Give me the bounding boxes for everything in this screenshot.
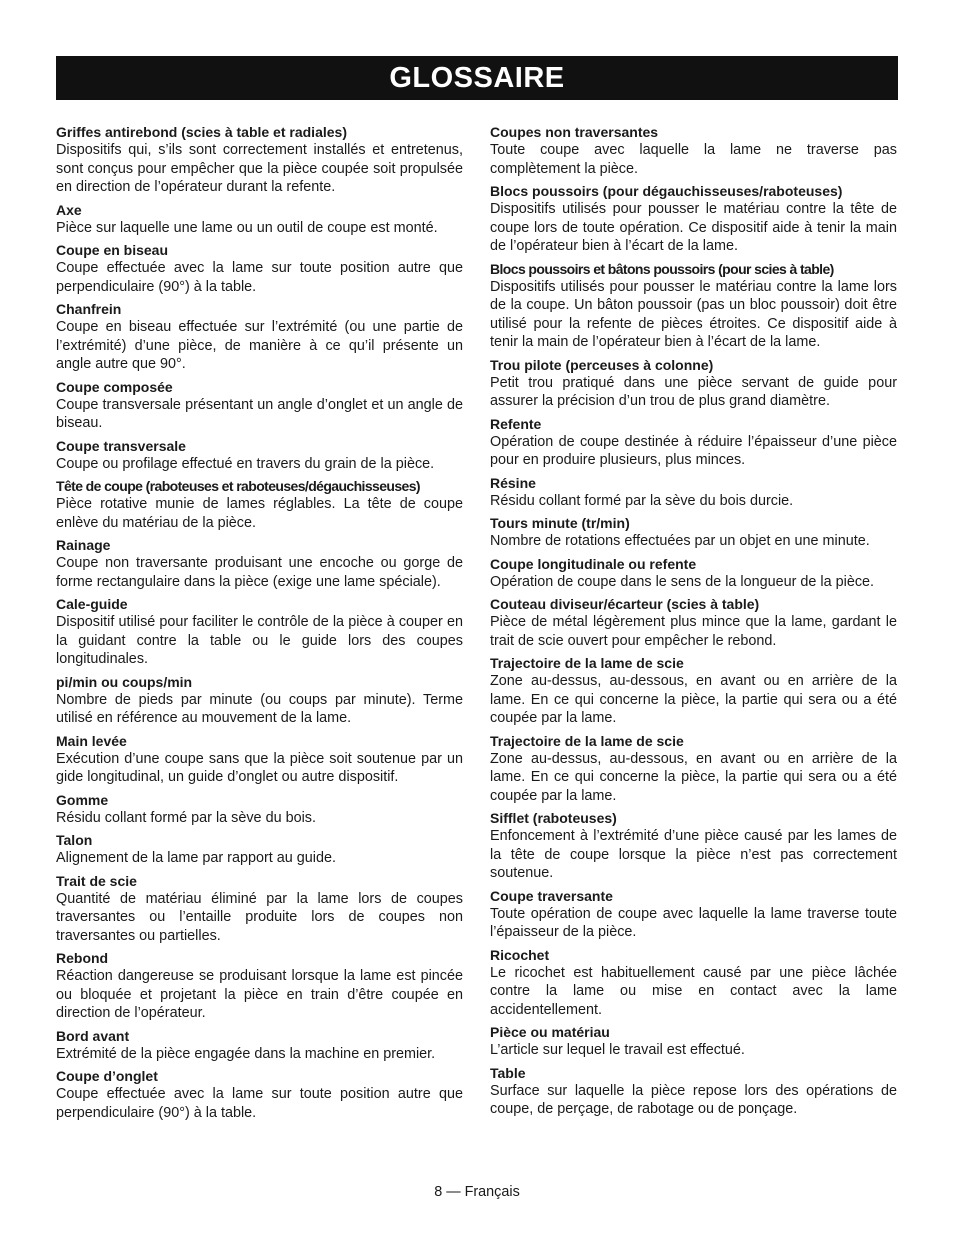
glossary-term: Coupe traversante — [490, 887, 613, 904]
glossary-definition: Exécution d’une coupe sans que la pièce soit soutenue par un gide longitudinal, un guide d’onglet ou autre dispositif. — [56, 750, 463, 785]
glossary-definition: Dispositifs utilisés pour pousser le matériau contre la tête de coupe lors de toute opération. Ce dispositif aide à tenir la main de l’opérateur bien à l’écart de la lame. — [490, 201, 897, 254]
glossary-definition: Nombre de pieds par minute (ou coups par minute). Terme utilisé en référence au mouvement de la lame. — [56, 691, 463, 726]
glossary-definition: Opération de coupe destinée à réduire l’épaisseur d’une pièce pour en produire plusieurs, plus minces. — [490, 433, 897, 468]
glossary-term: Refente — [490, 415, 542, 432]
glossary-term: Pièce ou matériau — [490, 1024, 610, 1040]
glossary-term: Rainage — [56, 537, 111, 553]
glossary-entry — [56, 300, 463, 374]
glossary-term: Axe — [56, 201, 82, 218]
glossary-title-banner — [56, 56, 898, 100]
glossary-definition: Coupe en biseau effectuée sur l’extrémité (ou une partie de l’extrémité) d’une pièce, de manière à ce qu’il présente un angle autre que 90°. — [56, 319, 463, 372]
glossary-definition: Zone au-dessus, au-dessous, en avant ou en arrière de la lame. En ce qui concerne la pièce, la partie qui sera ou a été coupée par la lame. — [490, 750, 897, 804]
glossary-entry — [56, 201, 463, 238]
glossary-term: Coupe en biseau — [56, 242, 169, 258]
glossary-entry — [56, 477, 463, 532]
glossary-definition: Le ricochet est habituellement causé par une pièce lâchée contre la lame ou mise en contact avec la lame accidentellement. — [490, 964, 897, 1018]
glossary-entry — [490, 1064, 897, 1119]
page-footer — [0, 1184, 954, 1200]
glossary-term: Talon — [56, 832, 93, 848]
glossary-entry — [490, 946, 897, 1020]
glossary-entry — [56, 673, 463, 728]
glossary-term: Trajectoire de la lame de scie — [490, 732, 684, 749]
glossary-entry — [490, 182, 897, 256]
glossary-entry — [490, 514, 897, 551]
glossary-entry — [56, 123, 463, 197]
glossary-definition: Dispositifs utilisés pour pousser le matériau contre la lame lors de la coupe. Un bâton poussoir (pas un bloc poussoir) doit être utilisé pour la refente de pièces étroites. Ce dispositif aide à tenir la main de l’opérateur bien à l’écart de la lame. — [490, 278, 897, 350]
glossary-entry — [490, 415, 897, 470]
glossary-left-column — [56, 123, 463, 1126]
glossary-term: Table — [490, 1064, 526, 1081]
glossary-definition: Enfoncement à l’extrémité d’une pièce causé par les lames de la tête de coupe lorsque la pièce n’est pas correctement soutenue. — [490, 828, 897, 881]
glossary-term: Cale-guide — [56, 596, 128, 612]
glossary-entry — [490, 123, 897, 178]
glossary-entry — [490, 809, 897, 883]
glossary-term: Trou pilote (perceuses à colonne) — [490, 356, 714, 373]
glossary-term: Tours minute (tr/min) — [490, 515, 630, 531]
glossary-term: Sifflet (raboteuses) — [490, 810, 617, 826]
glossary-definition: Résidu collant formé par la sève du bois durcie. — [490, 492, 794, 509]
glossary-entry — [490, 595, 897, 650]
glossary-entry — [56, 378, 463, 433]
page-title: GLOSSAIRE — [389, 61, 565, 94]
glossary-entry — [56, 241, 463, 296]
glossary-term: Blocs poussoirs (pour dégauchisseuses/raboteuses) — [490, 183, 843, 199]
glossary-term: Main levée — [56, 732, 127, 749]
glossary-entry — [490, 654, 897, 728]
glossary-entry — [490, 555, 897, 592]
page-number-label: 8 — Français — [434, 1184, 520, 1200]
glossary-term: Blocs poussoirs et bâtons poussoirs (pour scies à table) — [490, 260, 834, 277]
glossary-entry — [56, 536, 463, 591]
glossary-term: Rebond — [56, 950, 109, 966]
glossary-definition: Extrémité de la pièce engagée dans la machine en premier. — [56, 1045, 436, 1062]
glossary-entry — [56, 1067, 463, 1122]
glossary-definition: Coupe effectuée avec la lame sur toute position autre que perpendiculaire (90°) à la table. — [56, 1086, 463, 1121]
glossary-term: Trajectoire de la lame de scie — [490, 655, 684, 671]
glossary-right-column — [490, 123, 897, 1123]
glossary-definition: Coupe transversale présentant un angle d’onglet et un angle de biseau. — [56, 396, 463, 431]
glossary-definition: L’article sur lequel le travail est effectué. — [490, 1042, 745, 1058]
glossary-definition: Dispositifs qui, s’ils sont correctement installés et entretenus, sont conçus pour empêcher que la pièce coupée soit propulsée en direction de l’opérateur durant la refente. — [56, 142, 463, 195]
glossary-definition: Dispositif utilisé pour faciliter le contrôle de la pièce à couper en la guidant contre la table ou le guide lors des coupes longitudinales. — [56, 614, 463, 667]
glossary-term: Bord avant — [56, 1027, 130, 1044]
glossary-entry — [490, 260, 897, 352]
glossary-definition: Toute coupe avec laquelle la lame ne traverse pas complètement la pièce. — [490, 142, 897, 177]
glossary-term: Coupes non traversantes — [490, 124, 659, 140]
glossary-term: Griffes antirebond (scies à table et radiales) — [56, 124, 347, 140]
glossary-term: Coupe composée — [56, 378, 173, 395]
glossary-entry — [56, 949, 463, 1023]
glossary-term: Résine — [490, 474, 536, 491]
glossary-entry — [490, 732, 897, 806]
glossary-definition: Opération de coupe dans le sens de la longueur de la pièce. — [490, 573, 875, 590]
glossary-term: Coupe longitudinale ou refente — [490, 555, 697, 572]
glossary-definition: Coupe effectuée avec la lame sur toute position autre que perpendiculaire (90°) à la table. — [56, 260, 463, 295]
glossary-definition: Surface sur laquelle la pièce repose lors des opérations de coupe, de perçage, de rabotage ou de ponçage. — [490, 1082, 897, 1117]
glossary-entry — [56, 1027, 463, 1064]
glossary-definition: Nombre de rotations effectuées par un objet en une minute. — [490, 533, 870, 549]
glossary-entry — [56, 595, 463, 669]
glossary-entry — [56, 831, 463, 868]
glossary-definition: Pièce de métal légèrement plus mince que la lame, gardant le trait de scie ouvert pour empêcher le rebond. — [490, 614, 897, 649]
glossary-term: Tête de coupe (raboteuses et raboteuses/dégauchisseuses) — [56, 478, 420, 494]
glossary-entry — [490, 474, 897, 511]
glossary-definition: Coupe non traversante produisant une encoche ou gorge de forme rectangulaire dans la pièce (exige une lame spéciale). — [56, 555, 463, 590]
glossary-term: Coupe transversale — [56, 437, 186, 454]
glossary-definition: Coupe ou profilage effectué en travers du grain de la pièce. — [56, 455, 435, 472]
glossary-term: Trait de scie — [56, 872, 137, 889]
glossary-definition: Quantité de matériau éliminé par la lame lors de coupes traversantes ou l’entaille produite lors de coupes non traversantes ou partielles. — [56, 890, 463, 944]
glossary-entry — [490, 887, 897, 942]
glossary-definition: Résidu collant formé par la sève du bois. — [56, 809, 316, 826]
glossary-term: pi/min ou coups/min — [56, 673, 193, 690]
glossary-definition: Zone au-dessus, au-dessous, en avant ou en arrière de la lame. En ce qui concerne la pièce, la partie qui sera ou a été coupée par la lame. — [490, 673, 897, 726]
glossary-definition: Toute opération de coupe avec laquelle la lame traverse toute l’épaisseur de la pièce. — [490, 905, 897, 940]
glossary-definition: Pièce sur laquelle une lame ou un outil de coupe est monté. — [56, 219, 438, 236]
glossary-entry — [490, 356, 897, 411]
glossary-term: Gomme — [56, 791, 109, 808]
glossary-term: Ricochet — [490, 946, 550, 963]
glossary-definition: Réaction dangereuse se produisant lorsque la lame est pincée ou bloquée et projetant la pièce en train d’être coupée en direction de l’opérateur. — [56, 968, 463, 1021]
glossary-term: Couteau diviseur/écarteur (scies à table) — [490, 596, 760, 612]
glossary-definition: Pièce rotative munie de lames réglables. La tête de coupe enlève du matériau de la pièce. — [56, 496, 463, 531]
glossary-entry — [56, 791, 463, 828]
glossary-entry — [56, 437, 463, 474]
glossary-definition: Alignement de la lame par rapport au guide. — [56, 850, 336, 866]
glossary-entry — [490, 1023, 897, 1060]
glossary-entry — [56, 732, 463, 787]
glossary-term: Chanfrein — [56, 301, 122, 317]
glossary-definition: Petit trou pratiqué dans une pièce servant de guide pour assurer la précision d’un trou de plus grand diamètre. — [490, 374, 897, 409]
glossary-term: Coupe d’onglet — [56, 1068, 158, 1084]
glossary-entry — [56, 872, 463, 946]
